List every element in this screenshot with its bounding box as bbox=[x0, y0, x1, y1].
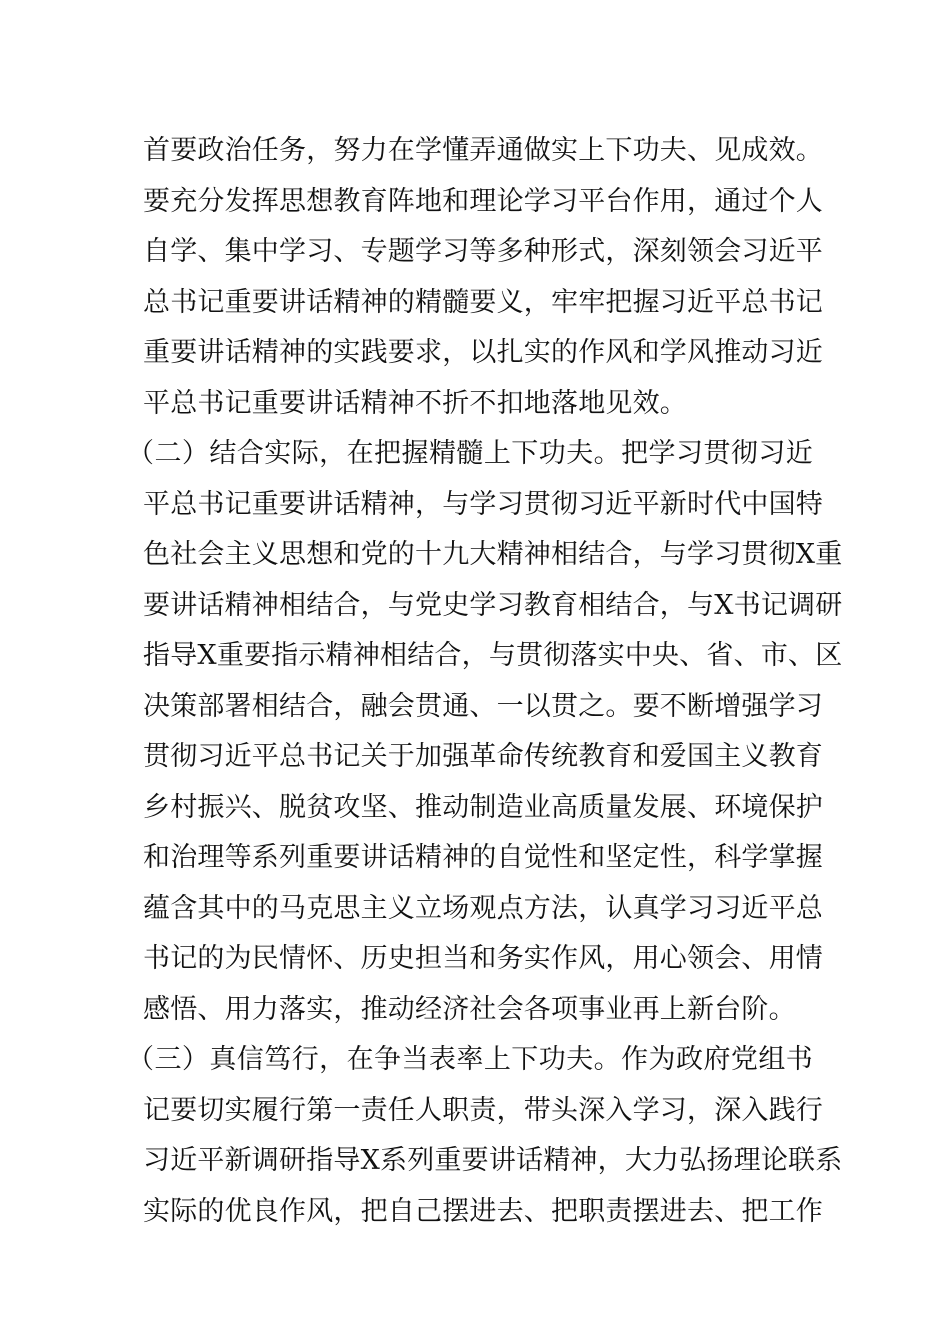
text-line: 蕴含其中的马克思主义立场观点方法，认真学习习近平总 bbox=[143, 892, 823, 924]
text-line: 决策部署相结合，融会贯通、一以贯之。要不断增强学习 bbox=[143, 690, 823, 722]
text-line: 色社会主义思想和党的十九大精神相结合，与学习贯彻X重 bbox=[143, 539, 843, 570]
section-heading-line: （三）真信笃行，在争当表率上下功夫。作为政府党组书 bbox=[127, 1044, 813, 1075]
text-line: 首要政治任务，努力在学懂弄通做实上下功夫、见成效。 bbox=[143, 135, 823, 166]
text-line: 自学、集中学习、专题学习等多种形式，深刻领会习近平 bbox=[143, 236, 823, 267]
text-line: 贯彻习近平总书记关于加强革命传统教育和爱国主义教育 bbox=[143, 741, 823, 772]
text-line: 和治理等系列重要讲话精神的自觉性和坚定性，科学掌握 bbox=[143, 842, 823, 873]
text-line: 书记的为民情怀、历史担当和务实作风，用心领会、用情 bbox=[143, 943, 823, 974]
text-line: 要讲话精神相结合，与党史学习教育相结合，与X书记调研 bbox=[143, 589, 843, 621]
text-line: 平总书记重要讲话精神不折不扣地落地见效。 bbox=[143, 387, 687, 419]
text-line: 记要切实履行第一责任人职责，带头深入学习，深入践行 bbox=[143, 1094, 823, 1126]
text-line: 重要讲话精神的实践要求，以扎实的作风和学风推动习近 bbox=[143, 337, 823, 368]
text-line: 乡村振兴、脱贫攻坚、推动制造业高质量发展、环境保护 bbox=[143, 791, 823, 823]
text-line: 实际的优良作风，把自己摆进去、把职责摆进去、把工作 bbox=[143, 1195, 823, 1227]
body-text bbox=[127, 126, 843, 1237]
text-line: 总书记重要讲话精神的精髓要义，牢牢把握习近平总书记 bbox=[143, 286, 823, 318]
text-line: 要充分发挥思想教育阵地和理论学习平台作用，通过个人 bbox=[143, 185, 823, 217]
text-line: 习近平新调研指导X系列重要讲话精神，大力弘扬理论联系 bbox=[143, 1145, 843, 1176]
text-line: 指导X重要指示精神相结合，与贯彻落实中央、省、市、区 bbox=[143, 640, 843, 671]
section-heading-line: （二）结合实际，在把握精髓上下功夫。把学习贯彻习近 bbox=[127, 438, 813, 469]
text-line: 平总书记重要讲话精神，与学习贯彻习近平新时代中国特 bbox=[143, 488, 823, 520]
text-line: 感悟、用力落实，推动经济社会各项事业再上新台阶。 bbox=[143, 993, 796, 1025]
